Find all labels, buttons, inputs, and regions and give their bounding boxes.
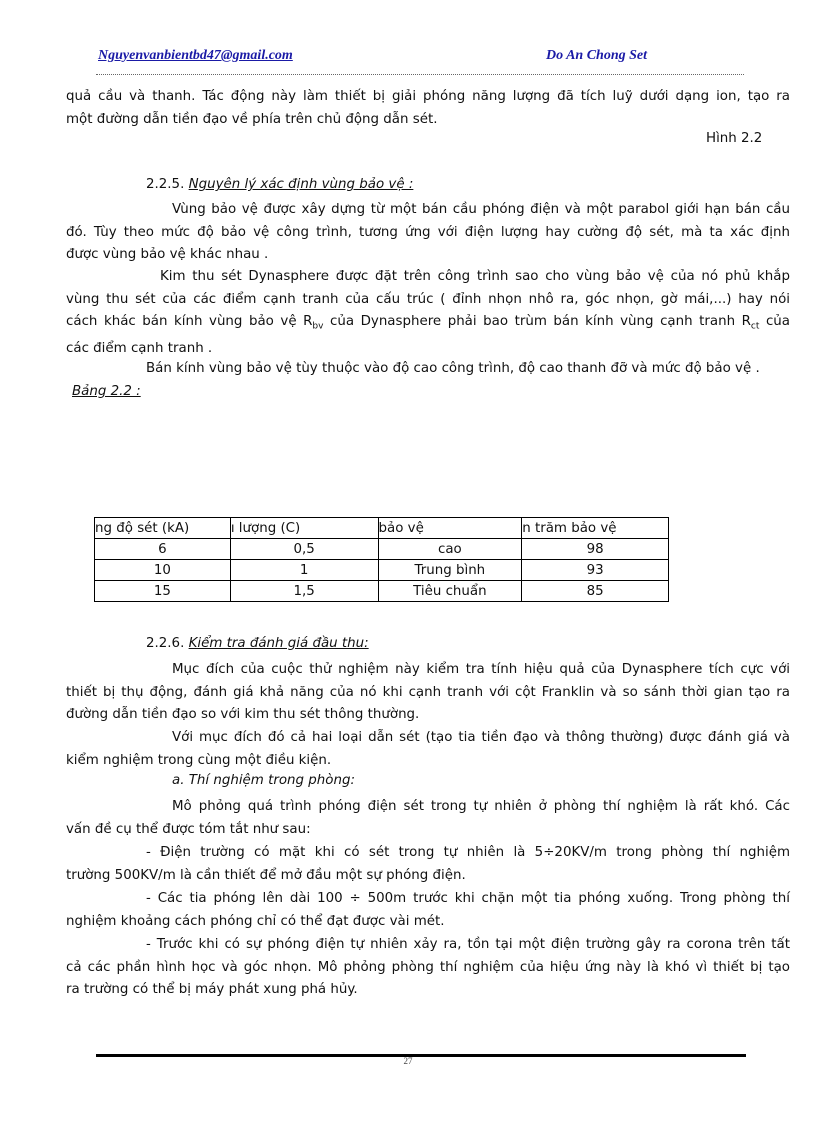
s226-p1-line-1: Mục đích của cuộc thử nghiệm này kiểm tra tính hiệu quả của Dynasphere tích cực với [172,662,790,677]
s226-p2-line-2: kiểm nghiệm trong cùng một điều kiện. [66,752,332,768]
table-cell: 15 [95,581,231,602]
bullet-1-line-1: - Điện trường có mặt khi có sét trong tự nhiên là 5÷20KV/m trong phòng thí nghiệm [146,845,790,860]
section-226-paragraph-2 [66,727,790,772]
protection-table [94,517,669,602]
section-225-number: 2.2.5. [146,177,185,192]
table-row [95,581,669,602]
bullet-1 [66,842,790,887]
s226-p2-line-1: Với mục đích đó cả hai loại dẫn sét (tạo tia tiền đạo và thông thường) được đánh giá và [172,730,790,745]
table-header-cell: ng độ sét (kA) [95,518,231,539]
table-cell: 10 [95,560,231,581]
s226-p3-line-2: vấn đề cụ thể được tóm tắt như sau: [66,821,311,837]
section-225-paragraph-1 [66,199,790,267]
table-row [95,539,669,560]
s225-p2-line-2: vùng thu sét của các điểm cạnh tranh của cấu trúc ( đỉnh nhọn nhô ra, góc nhọn, gờ mái,...) hay nói [66,291,790,307]
section-226-number: 2.2.6. [146,636,185,651]
section-226-title: Kiểm tra đánh giá đầu thu: [188,636,369,651]
bullet-2 [66,888,790,933]
table-cell: 0,5 [230,539,378,560]
s225-p1-line-2: đó. Tùy theo mức độ bảo vệ công trình, tương ứng với điện lượng hay cường độ sét, mà ta xác định [66,224,790,240]
s226-p1-line-3: đường dẫn tiền đạo so với kim thu sét thông thường. [66,707,420,722]
s225-p2-l3-part-a: cách khác bán kính vùng bảo vệ R [66,314,313,329]
table-cell: 1 [230,560,378,581]
header-title: Do An Chong Set [546,48,648,63]
header-divider [96,74,744,75]
table-cell: 98 [522,539,669,560]
s226-p1-line-2: thiết bị thụ động, đánh giá khả năng của nó khi cạnh tranh với cột Franklin và so sánh thời gian tạo ra [66,684,790,700]
bullet-3 [66,934,790,1002]
s226-p3-line-1: Mô phỏng quá trình phóng điện sét trong tự nhiên ở phòng thí nghiệm là rất khó. Các [172,799,790,814]
s225-p3-line: Bán kính vùng bảo vệ tùy thuộc vào độ cao công trình, độ cao thanh đỡ và mức độ bảo vệ . [146,361,760,376]
page-number: 27 [403,1056,413,1066]
table-cell: cao [378,539,522,560]
bullet-2-line-2: nghiệm khoảng cách phóng chỉ có thể đạt được vài mét. [66,913,445,929]
s225-p2-l3-part-b: của Dynasphere phải bao trùm bán kính vùng cạnh tranh R [323,314,751,329]
bullet-3-line-2: cả các phần hình học và góc nhọn. Mô phỏng phòng thí nghiệm của hiệu ứng này là khó vì thiết bị tạo [66,959,790,975]
table-header-cell: n trăm bảo vệ [522,518,669,539]
figure-label: Hình 2.2 [706,131,763,146]
table-cell: Trung bình [378,560,522,581]
intro-line-1: quả cầu và thanh. Tác động này làm thiết bị giải phóng năng lượng đã tích luỹ dưới dạng ion, tạo ra [66,89,790,104]
bullet-3-line-3: ra trường có thể bị máy phát xung phá hủy. [66,982,358,997]
section-225-title: Nguyên lý xác định vùng bảo vệ : [188,177,414,192]
intro-paragraph [66,86,790,131]
table-header-row [95,518,669,539]
section-226-paragraph-3 [66,796,790,841]
table-cell: Tiêu chuẩn [378,581,522,602]
table-header-cell: bảo vệ [378,518,522,539]
table-cell: 6 [95,539,231,560]
bullet-1-line-2: trường 500KV/m là cần thiết để mở đầu một sự phóng điện. [66,867,466,883]
table-header-cell: ı lượng (C) [230,518,378,539]
s225-p2-line-3 [66,311,790,338]
subheading-lab-test: a. Thí nghiệm trong phòng: [172,773,355,788]
section-225-paragraph-2 [66,266,790,361]
s225-p1-line-3: được vùng bảo vệ khác nhau . [66,247,269,262]
bullet-3-line-1: - Trước khi có sự phóng điện tự nhiên xảy ra, tồn tại một điện trường gây ra corona trên tất [146,937,790,952]
s225-p2-l3-part-c: của [759,314,790,329]
r-bv-subscript: bv [312,321,324,332]
table-cell: 85 [522,581,669,602]
r-ct-subscript: ct [750,321,760,332]
s225-p2-line-4: các điểm cạnh tranh . [66,341,213,357]
table-cell: 93 [522,560,669,581]
table-row [95,560,669,581]
bullet-2-line-1: - Các tia phóng lên dài 100 ÷ 500m trước khi chặn một tia phóng xuống. Trong phòng thí [146,891,790,906]
section-225-heading [146,177,413,192]
s225-p2-line-1: Kim thu sét Dynasphere được đặt trên công trình sao cho vùng bảo vệ của nó phủ khắp [160,269,790,284]
section-226-paragraph-1 [66,659,790,727]
table-cell: 1,5 [230,581,378,602]
intro-line-2: một đường dẫn tiền đạo về phía trên chủ động dẫn sét. [66,111,438,127]
header-email-link[interactable]: Nguyenvanbientbd47@gmail.com [98,48,293,63]
table-caption: Bảng 2.2 : [72,384,141,399]
section-226-heading [146,636,369,651]
s225-p1-line-1: Vùng bảo vệ được xây dựng từ một bán cầu phóng điện và một parabol giới hạn bán cầu [172,202,790,217]
